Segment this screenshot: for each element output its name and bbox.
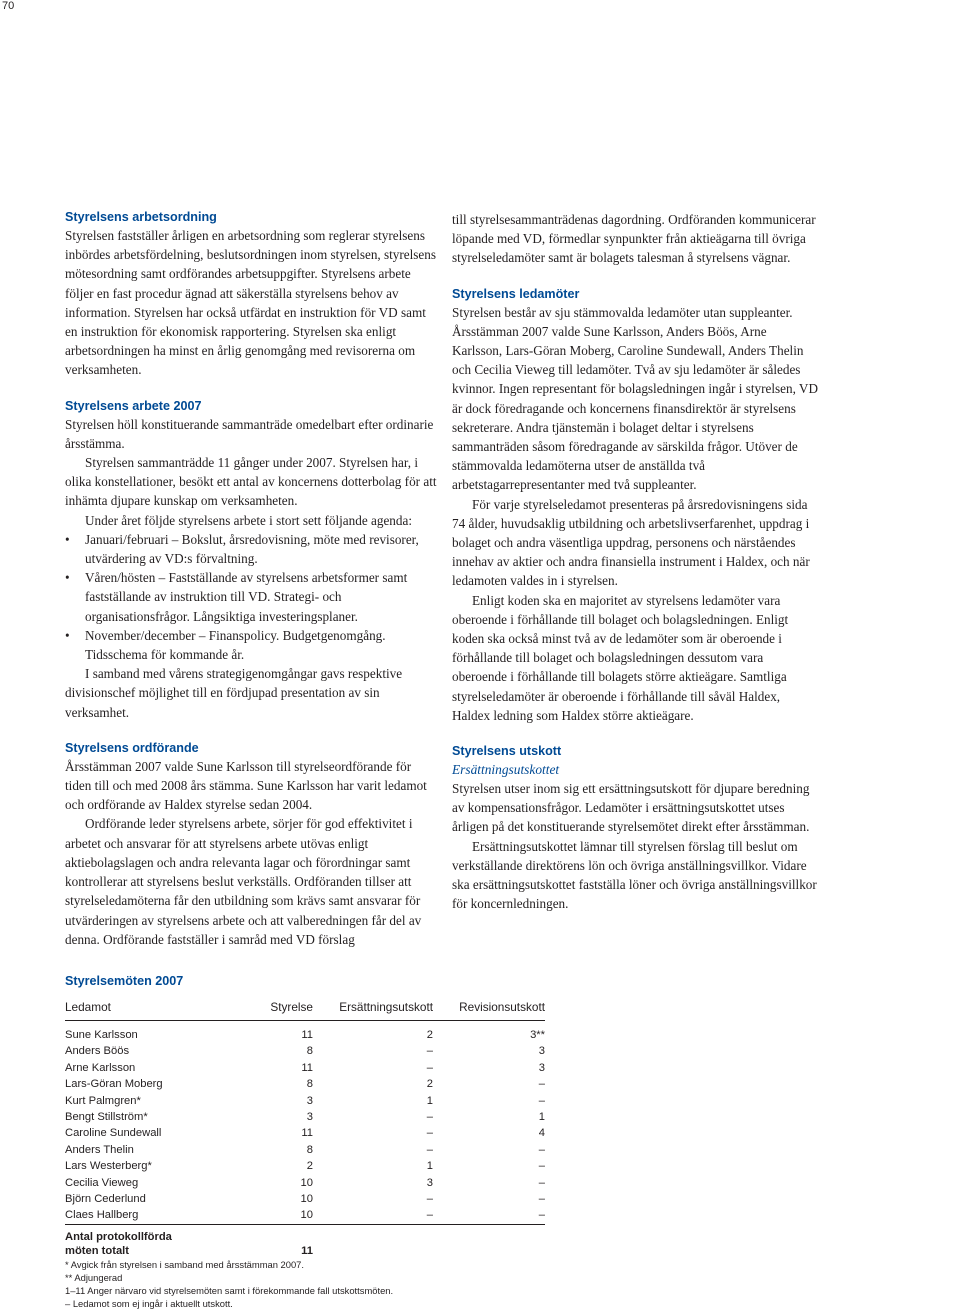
table-cell: Arne Karlsson [65,1061,136,1074]
paragraph: Styrelsen sammanträdde 11 gånger under 2007. Styrelsen har, i olika konstellationer, besökt ett antal av koncernens dotterbolag för att inhämta djupare kunskap om verksamheten. [65,455,437,509]
table-cell: – [433,1207,545,1224]
total-label [65,1224,265,1258]
table-cell: Claes Hallberg [65,1207,265,1224]
table-title: Styrelsemöten 2007 [65,974,184,988]
table-cell: 1 [426,1094,433,1107]
footnote: ** Adjungerad [65,1272,123,1283]
table-cell: 3** [530,1029,545,1041]
table-cell: – [426,1045,433,1058]
subheading-ersattningsutskottet: Ersättningsutskottet [452,762,560,778]
table-cell: – [426,1127,433,1140]
list-item-text: Januari/februari – Bokslut, årsredovisning, möte med revisorer, utvärdering av VD:s förvaltning. [85,531,419,567]
column-header: Styrelse [265,999,313,1021]
paragraph: Ordförande leder styrelsens arbete, sörjer för god effektivitet i arbetet och ansvarar för att styrelsens arbete utövas enligt aktiebolagslagen och andra relevanta lagar och förordningar samt kontrollerar att styrelsens beslut verkställs. Ordföranden tillser att styrelseledamöterna får den utbildning som krävs samt ansvarar för utvärderingen av styrelsens arbete och att valberedningen får del av denna. Ordförande fastställer i samråd med VD förslag [65,816,422,947]
table-cell: 1 [426,1160,433,1173]
section-heading-ledamoter: Styrelsens ledamöter [452,286,580,301]
paragraph: Styrelsen utser inom sig ett ersättningsutskott för djupare beredning av kompensationsfrågor. Ledamöter i ersättningsutskottet utses årligen på det konstituerande styrelsemötet direkt efter årsstämman. [452,781,810,835]
table-cell: Bengt Stillström* [65,1111,148,1124]
paragraph: Styrelsen höll konstituerande sammanträde omedelbart efter ordinarie årsstämma. [65,416,434,451]
total-label-line: Antal protokollförda [65,1230,172,1243]
table-row [65,1076,545,1092]
table-cell: Kurt Palmgren* [65,1094,141,1107]
total-value: 11 [301,1244,313,1257]
paragraph: Ersättningsutskottet lämnar till styrelsen förslag till beslut om verkställande direktörens lön och övriga anställningsvillkor. Vidare ska ersättningsutskottet fastställa löner och övriga anställningsvillkor för koncernledningen. [452,838,817,912]
bullet-icon: • [65,627,70,643]
left-column [65,208,437,949]
table-cell: 8 [306,1078,313,1091]
table-cell: 11 [301,1061,313,1074]
table-cell: 2 [426,1078,433,1091]
table-row [65,1093,545,1109]
right-column [452,210,820,914]
paragraph: Under året följde styrelsens arbete i stort sett följande agenda: [85,512,413,528]
table-cell: 3 [306,1094,313,1107]
table-row [65,1142,545,1158]
list-item [65,626,437,664]
table-cell: 2 [426,1029,433,1041]
table-cell: 11 [301,1029,313,1041]
table-cell: – [538,1078,545,1091]
table-cell: Björn Cederlund [65,1193,146,1206]
paragraph: Enligt koden ska en majoritet av styrelsens ledamöter vara oberoende i förhållande till bolaget och bolagsledningen. Enligt koden ska också minst två av de ledamöter som är oberoende i förhållande till bolaget och bolagsledningen dessutom vara oberoende i förhållande till bolagets större aktieägare. Samtliga styrelseledamöter är oberoende i förhållande till såväl Haldex, Haldex ledning som Haldex större aktieägare. [452,592,789,723]
paragraph: Styrelsen består av sju stämmovalda ledamöter utan suppleanter. Årsstämman 2007 valde Sune Karlsson, Anders Böös, Arne Karlsson, Lars-Göran Moberg, Caroline Sundewall, Anders Thelin och Cecilia Vieweg till ledamöter. Två av sju ledamöter är således kvinnor. Ingen representant för bolagsledningen ingår i styrelsen, VD är dock föredragande och koncernens finansdirektör är styrelsens sekreterare. Andra tjänstemän i bolaget deltar i styrelsens sammanträden såsom föredragande av särskilda frågor. Utöver de stämmovalda ledamöterna utser de anställda två arbetstagarrepresentanter med två suppleanter. [452,304,818,493]
paragraph: Styrelsen fastställer årligen en arbetsordning som reglerar styrelsens inbördes arbetsfördelning, beslutsordningen inom styrelsen, styrelsens mötesordning samt ordförandes arbetsuppgifter. Styrelsens arbete följer en fast procedur ägnad att säkerställa styrelsens behov av information. Styrelsen har också utfärdat en instruktion för VD samt en instruktion för ekonomisk rapportering. Styrelsen ska enligt arbetsordningen ha minst en årlig genomgång med revisorerna om verksamheten. [65,228,437,378]
table-row [65,1109,545,1125]
footnote: – Ledamot som ej ingår i aktuellt utskott. [65,1298,233,1309]
table-row [65,1175,545,1191]
table-footnotes [65,1258,393,1310]
column-header: Revisionsutskott [433,999,545,1021]
table-cell: 3 [538,1061,545,1074]
table-cell: – [426,1061,433,1074]
empty-cell [433,1224,545,1258]
footnote: 1–11 Anger närvaro vid styrelsemöten samt i förekommande fall utskottsmöten. [65,1285,394,1296]
list-item [65,530,437,568]
table-cell: – [426,1193,433,1206]
table-cell: Cecilia Vieweg [65,1176,139,1189]
table-cell: 4 [538,1127,545,1140]
paragraph: Årsstämman 2007 valde Sune Karlsson till styrelseordförande för tiden till och med 2008 års stämma. Sune Karlsson har varit ledamot och ordförande av Haldex styrelse sedan 2004. [65,758,427,813]
section-heading-arbetsordning: Styrelsens arbetsordning [65,210,217,224]
table-cell: 3 [538,1045,545,1058]
paragraph: I samband med vårens strategigenomgångar gavs respektive divisionschef möjlighet till en fördjupad presentation av sin verksamhet. [65,666,403,720]
table-body [65,1021,545,1258]
table-cell: Anders Böös [65,1045,130,1058]
table-row [65,1021,545,1044]
table-cell: Sune Karlsson [65,1029,138,1041]
column-header: Ledamot [65,999,265,1021]
total-label-line: möten totalt [65,1244,130,1257]
table-cell: 10 [300,1193,313,1206]
section-heading-utskott: Styrelsens utskott [452,744,562,759]
table-cell: 8 [306,1045,313,1058]
table-row [65,1207,545,1224]
bullet-icon: • [65,570,70,586]
table-cell: 10 [265,1207,313,1224]
table-cell: Caroline Sundewall [65,1127,162,1140]
table-row [65,1158,545,1174]
bullet-icon: • [65,531,70,547]
table-row [65,1191,545,1207]
list-item-text: November/december – Finanspolicy. Budgetgenomgång. Tidsschema för kommande år. [85,627,386,663]
table-cell: – [538,1193,545,1206]
table-cell: 10 [300,1176,313,1189]
table-cell: 3 [306,1111,313,1124]
table-row [65,1125,545,1141]
paragraph: till styrelsesammanträdenas dagordning. Ordföranden kommunicerar löpande med VD, förmedlar synpunkter från aktieägarna till övriga styrelseledamöter samt är bolagets talesman å styrelsens vägnar. [452,212,816,266]
table-row [65,1060,545,1076]
table-cell: 2 [306,1160,313,1173]
table-cell: Lars-Göran Moberg [65,1078,163,1091]
table-cell: 11 [301,1127,313,1140]
table-cell: – [538,1160,545,1173]
table-cell: – [538,1143,545,1156]
table-cell: 1 [538,1111,545,1124]
section-heading-arbete-2007: Styrelsens arbete 2007 [65,398,202,413]
section-heading-ordforande: Styrelsens ordförande [65,740,199,755]
table-cell: – [426,1111,433,1124]
table-header-row [65,999,545,1021]
paragraph: För varje styrelseledamot presenteras på årsredovisningens sida 74 ålder, huvudsaklig utbildning och arbetslivserfarenhet, uppdrag i bolaget och andra väsentliga uppdrag, personens och närståendes innehav av aktier och andra finansiella instrument i Haldex, och när ledamoten valdes in i styrelsen. [452,496,810,589]
table-cell: – [538,1176,545,1189]
table-cell: 3 [426,1176,433,1189]
table-total-row [65,1224,545,1258]
meetings-table-block [65,972,547,1258]
agenda-list [65,530,437,664]
footnote: * Avgick från styrelsen i samband med årsstämman 2007. [65,1259,305,1270]
table-row [65,1043,545,1059]
meetings-table [65,999,545,1258]
list-item-text: Våren/hösten – Fastställande av styrelsens arbetsformer samt fastställande av instruktion till VD. Strategi- och organisationsfrågor. Långsiktiga investeringsplaner. [85,570,408,624]
table-cell: Anders Thelin [65,1143,134,1156]
table-cell: 8 [306,1143,313,1156]
table-cell: – [426,1143,433,1156]
column-header: Ersättningsutskott [313,999,433,1021]
list-item [65,568,437,626]
page-number: 70 [2,0,15,12]
table-cell: – [538,1094,545,1107]
table-cell: – [313,1207,433,1224]
table-cell: Lars Westerberg* [65,1160,152,1173]
empty-cell [313,1224,433,1258]
